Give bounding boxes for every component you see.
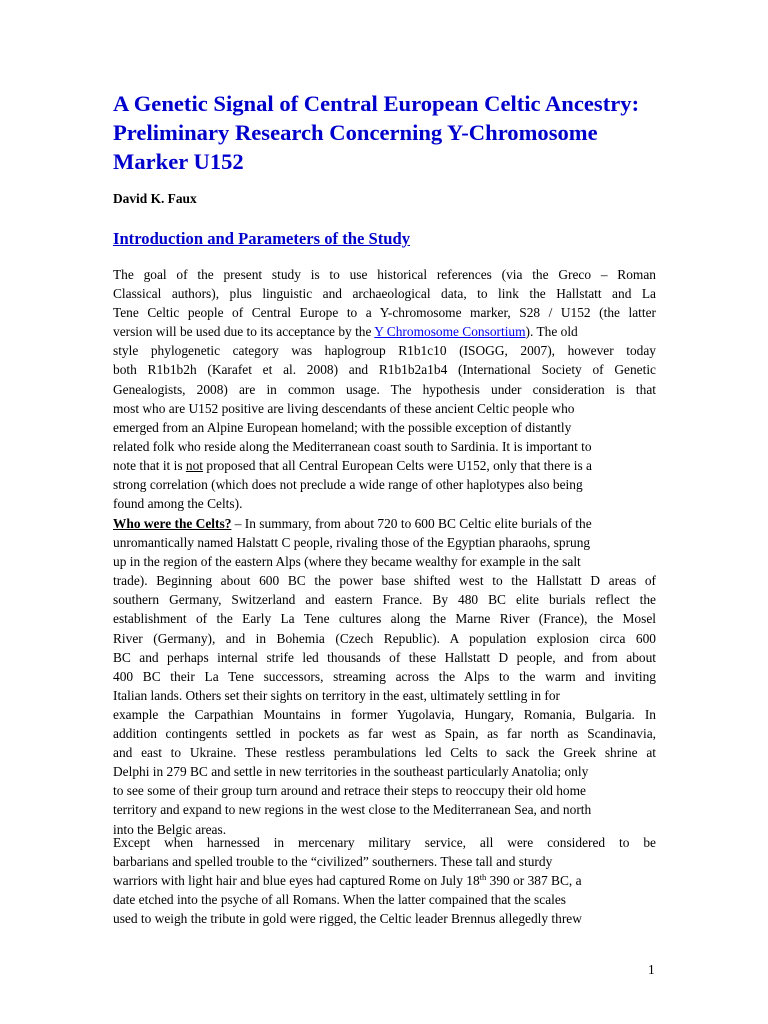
section-heading: Introduction and Parameters of the Study <box>113 229 411 248</box>
text-line <box>113 871 656 890</box>
text-line: found among the Celts). <box>113 496 243 512</box>
text-line: Except when harnessed in mercenary military service, all were considered to be <box>113 835 656 850</box>
text-line: Classical authors), plus linguistic and archaeological data, to link the Hallstatt and La <box>113 286 656 302</box>
text-segment: version will be used due to its acceptance by the <box>113 324 375 340</box>
text-line <box>113 322 656 341</box>
text-segment: proposed that all Central European Celts were U152, only that there is a <box>203 457 592 473</box>
text-segment: ). The old <box>525 324 578 340</box>
text-line: and east to Ukraine. These restless perambulations led Celts to sack the Greek shrine at <box>113 745 656 761</box>
text-line: related folk who reside along the Mediterranean coast south to Sardinia. It is important to <box>113 438 592 454</box>
page-number: 1 <box>648 962 655 977</box>
text-segment: warriors with light hair and blue eyes had captured Rome on July 18 <box>113 873 480 889</box>
title-line: Preliminary Research Concerning Y-Chromosome <box>113 120 598 145</box>
document-title <box>113 89 673 176</box>
title-line: Marker U152 <box>113 149 244 174</box>
author-name: David K. Faux <box>113 191 197 206</box>
text-line: Delphi in 279 BC and settle in new territories in the southeast particularly Anatolia; only <box>113 764 589 780</box>
text-line: most who are U152 positive are living descendants of these ancient Celtic people who <box>113 400 575 416</box>
text-segment: note that it is <box>113 457 186 473</box>
y-chromosome-consortium-link[interactable]: Y Chromosome Consortium <box>374 324 526 340</box>
text-line: emerged from an Alpine European homeland; with the possible exception of distantly <box>113 419 572 435</box>
text-line: Italian lands. Others set their sights on territory in the east, ultimately settling in for <box>113 687 561 703</box>
text-line: into the Belgic areas. <box>113 821 227 837</box>
text-line: to see some of their group turn around and retrace their steps to reoccupy their old home <box>113 783 586 799</box>
text-line <box>113 456 656 475</box>
text-line: trade). Beginning about 600 BC the power base shifted west to the Hallstatt D areas of <box>113 573 656 589</box>
text-segment: – In summary, from about 720 to 600 BC Celtic elite burials of the <box>231 516 592 531</box>
text-line: barbarians and spelled trouble to the “civilized” southerners. These tall and sturdy <box>113 854 553 870</box>
text-line <box>113 514 656 533</box>
text-line: both R1b1b2h (Karafet et al. 2008) and R1b1b2a1b4 (International Society of Genetic <box>113 362 656 378</box>
underlined-word: not <box>185 457 204 473</box>
text-line: southern Germany, Switzerland and eastern France. By 480 BC elite burials reflect the <box>113 592 656 608</box>
celts-paragraph <box>113 514 656 839</box>
title-line: A Genetic Signal of Central European Celtic Ancestry: <box>113 91 640 116</box>
text-line: The goal of the present study is to use historical references (via the Greco – Roman <box>113 267 656 282</box>
text-line: Tene Celtic people of Central Europe to a Y-chromosome marker, S28 / U152 (the latter <box>113 305 656 321</box>
text-line: up in the region of the eastern Alps (where they became wealthy for example in the salt <box>113 554 581 570</box>
superscript: th <box>479 872 487 883</box>
except-paragraph <box>113 833 656 928</box>
text-line: River (Germany), and in Bohemia (Czech Republic). A population explosion circa 600 <box>113 630 656 646</box>
text-line: 400 BC their La Tene successors, streaming across the Alps to the warm and inviting <box>113 668 656 684</box>
text-line: date etched into the psyche of all Romans. When the latter compained that the scales <box>113 892 567 908</box>
text-line: establishment of the Early La Tene cultures along the Marne River (France), the Mosel <box>113 611 656 627</box>
text-line: used to weigh the tribute in gold were rigged, the Celtic leader Brennus allegedly threw <box>113 911 582 927</box>
text-line: BC and perhaps internal strife led thousands of these Hallstatt D people, and from about <box>113 649 656 665</box>
intro-paragraph <box>113 265 656 513</box>
text-line: example the Carpathian Mountains in former Yugolavia, Hungary, Romania, Bulgaria. In <box>113 706 656 722</box>
text-line: addition contingents settled in pockets as far west as Spain, as far north as Scandinavia, <box>113 726 656 742</box>
text-line: style phylogenetic category was haplogroup R1b1c10 (ISOGG, 2007), however today <box>113 343 656 359</box>
celts-heading: Who were the Celts? <box>113 516 232 531</box>
text-line: unromantically named Halstatt C people, rivaling those of the Egyptian pharaohs, sprung <box>113 535 591 551</box>
text-line: territory and expand to new regions in the west close to the Mediterranean Sea, and north <box>113 802 592 818</box>
text-segment: 390 or 387 BC, a <box>486 873 582 889</box>
text-line: strong correlation (which does not preclude a wide range of other haplotypes also being <box>113 477 583 493</box>
text-line: Genealogists, 2008) are in common usage. The hypothesis under consideration is that <box>113 381 656 397</box>
